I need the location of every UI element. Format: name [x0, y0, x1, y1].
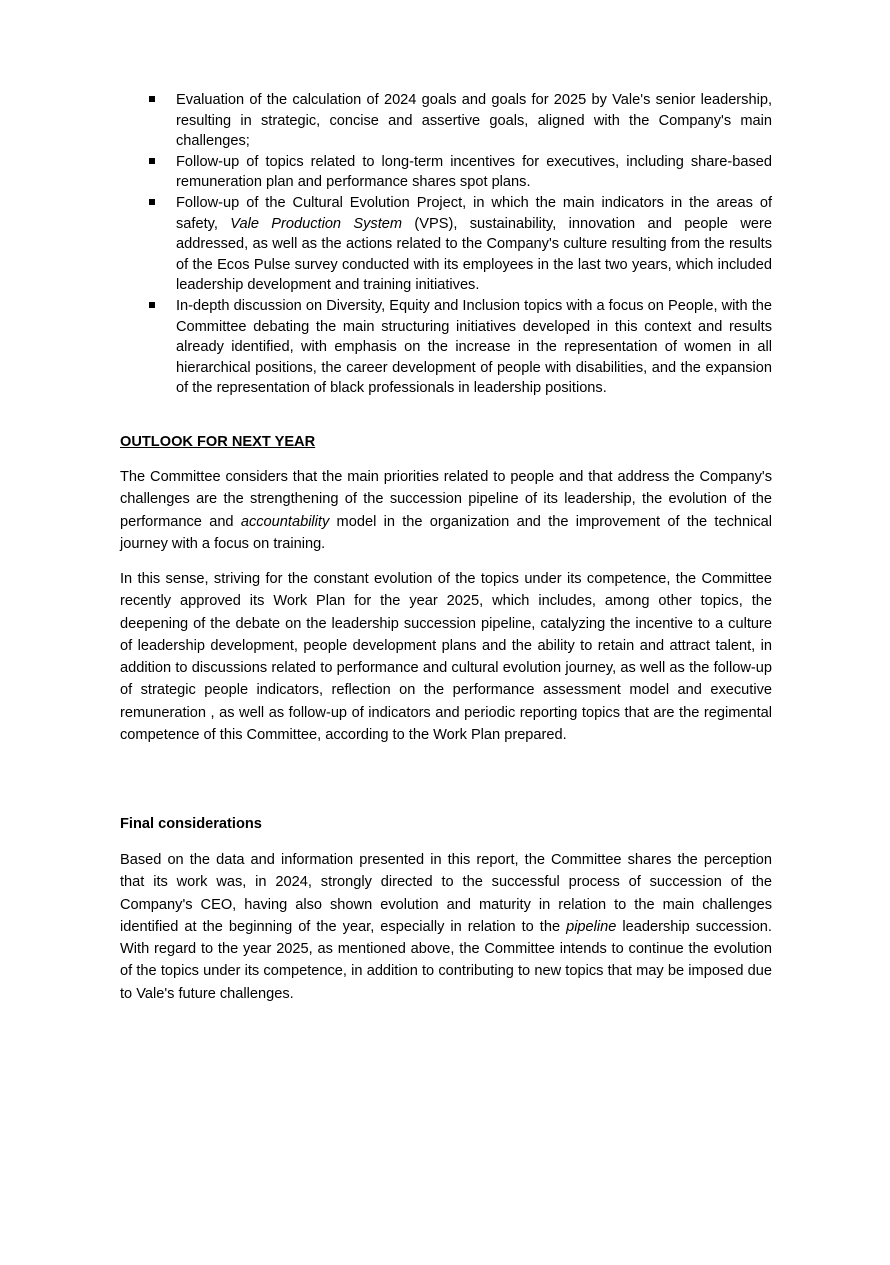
bullet-square-icon	[149, 158, 155, 164]
bullet-item	[146, 193, 772, 296]
activities-bullet-list	[146, 90, 772, 399]
outlook-p1-italic: accountability	[240, 513, 330, 530]
final-considerations-heading: Final considerations	[120, 816, 262, 832]
bullet-square-icon	[149, 199, 155, 205]
bullet-text: Evaluation of the calculation of 2024 goals and goals for 2025 by Vale's senior leadership, resulting in strategic, concise and assertive goals, aligned with the Company's main challenges;	[176, 92, 772, 150]
bullet-text: In-depth discussion on Diversity, Equity and Inclusion topics with a focus on People, with the Committee debating the main structuring initiatives developed in this context and results already identified, with emphasis on the increase in the representation of women in all hierarchical positions, the career development of people with disabilities, and the expansion of the representation of black professionals in leadership positions.	[176, 297, 772, 397]
bullet-square-icon	[149, 96, 155, 102]
bullet-italic-term: Vale Production System	[230, 215, 403, 232]
bullet-item	[146, 90, 772, 152]
outlook-p1-after: model in the organization and the improvement of the technical journey with a focus on training.	[120, 513, 772, 552]
outlook-paragraph-1	[120, 466, 772, 555]
bullet-text-before: Follow-up of the Cultural Evolution Project, in which the main indicators in the areas of safety,	[176, 194, 772, 232]
bullet-square-icon	[149, 302, 155, 308]
outlook-heading: OUTLOOK FOR NEXT YEAR	[120, 434, 316, 450]
final-considerations-paragraph	[120, 849, 772, 1005]
outlook-paragraph-2: In this sense, striving for the constant evolution of the topics under its competence, the Committee recently approved its Work Plan for the year 2025, which includes, among other topics, the deepening of the debate on the leadership succession pipeline, catalyzing the incentive to a culture of leadership development, people development plans and the ability to retain and attract talent, in addition to discussions related to performance and cultural evolution journey, as well as the follow-up of strategic people indicators, reflection on the performance assessment model and executive remuneration , as well as follow-up of indicators and periodic reporting topics that are the regimental competence of this Committee, according to the Work Plan prepared.	[120, 571, 772, 744]
final-p-before: Based on the data and information presented in this report, the Committee shares the perception that its work was, in 2024, strongly directed to the successful process of succession of the Company's CEO, having also shown evolution and maturity in relation to the main challenges identified at the beginning of the year, especially in relation to the	[120, 852, 772, 935]
outlook-p1-before: The Committee considers that the main priorities related to people and that address the Company's challenges are the strengthening of the succession pipeline of its leadership, the evolution of the performance and	[120, 469, 772, 530]
final-p-italic: pipeline	[566, 918, 617, 935]
bullet-item	[146, 152, 772, 193]
final-p-after: leadership succession. With regard to the year 2025, as mentioned above, the Committee intends to continue the evolution of the topics under its competence, in addition to contributing to new topics that may be imposed due to Vale's future challenges.	[120, 918, 772, 1002]
bullet-item	[146, 296, 772, 399]
bullet-text-after: (VPS), sustainability, innovation and people were addressed, as well as the actions related to the Company's culture resulting from the results of the Ecos Pulse survey conducted with its employees in the last two years, which included leadership development and training initiatives.	[176, 215, 772, 294]
bullet-text: Follow-up of topics related to long-term incentives for executives, including share-based remuneration plan and performance shares spot plans.	[176, 153, 772, 191]
